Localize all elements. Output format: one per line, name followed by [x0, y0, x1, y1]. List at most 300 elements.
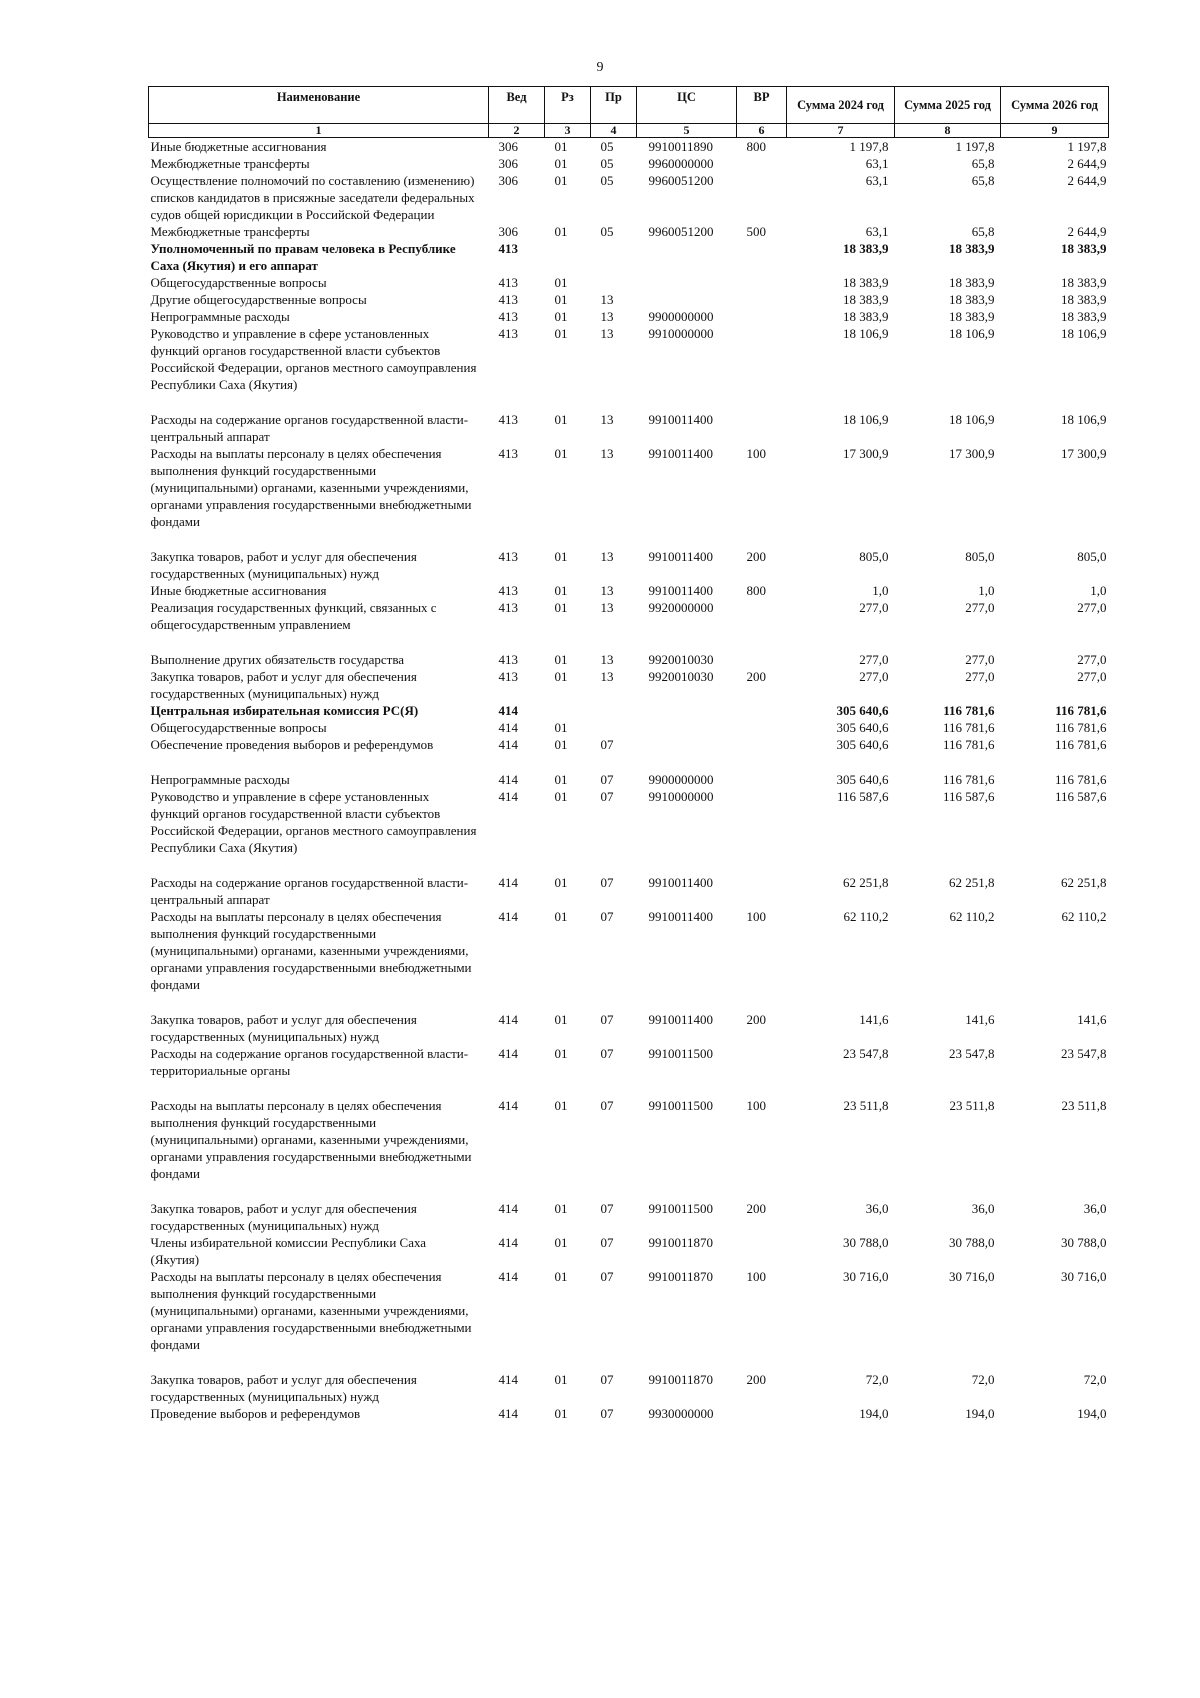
row-cs: 9910011500: [648, 1046, 714, 1061]
row-vr: [737, 771, 787, 788]
row-rz: 01: [554, 275, 568, 290]
row-cs: 9910011400: [648, 549, 714, 564]
row-vr: [737, 702, 787, 719]
row-ved: 414: [498, 1406, 518, 1421]
row-cs: 9920010030: [648, 652, 714, 667]
row-ved: 414: [498, 1372, 518, 1387]
row-cs: 9910011870: [648, 1372, 714, 1387]
row-rz: 01: [554, 1235, 568, 1250]
row-sum-2024: 1 197,8: [849, 139, 889, 154]
row-vr: [737, 411, 787, 445]
row-pr: 13: [600, 583, 614, 598]
row-sum-2026: 17 300,9: [1061, 446, 1107, 461]
row-vr: [737, 1405, 787, 1422]
row-name: Реализация государственных функций, связанных с общегосударственным управлением: [150, 600, 437, 632]
table-row: [149, 445, 1109, 548]
col-header-cs: ЦС: [637, 87, 737, 124]
col-number: 1: [149, 124, 489, 138]
row-sum-2024: 18 106,9: [843, 412, 889, 427]
row-pr: 13: [600, 652, 614, 667]
table-row: [149, 1371, 1109, 1405]
row-sum-2025: 18 106,9: [949, 412, 995, 427]
row-pr: 07: [600, 1012, 614, 1027]
row-sum-2026: 18 383,9: [1061, 309, 1107, 324]
row-sum-2024: 141,6: [859, 1012, 889, 1027]
row-rz: 01: [554, 412, 568, 427]
row-cs: 9920000000: [648, 600, 714, 615]
row-sum-2024: 18 106,9: [843, 326, 889, 341]
row-sum-2026: 62 110,2: [1061, 909, 1107, 924]
row-ved: 414: [498, 909, 518, 924]
row-sum-2026: 18 383,9: [1061, 292, 1107, 307]
row-vr: [737, 1045, 787, 1097]
row-sum-2025: 1,0: [978, 583, 995, 598]
row-ved: 414: [498, 1046, 518, 1061]
col-number: 5: [637, 124, 737, 138]
row-cs: 9910011500: [648, 1098, 714, 1113]
row-sum-2026: 116 781,6: [1055, 703, 1107, 718]
row-sum-2024: 62 110,2: [843, 909, 889, 924]
row-name: Проведение выборов и референдумов: [150, 1406, 361, 1421]
row-sum-2025: 116 587,6: [942, 789, 995, 804]
row-ved: 413: [498, 652, 518, 667]
row-ved: 414: [498, 789, 518, 804]
row-sum-2026: 277,0: [1077, 652, 1107, 667]
row-cs: 9910011500: [648, 1201, 714, 1216]
row-sum-2024: 18 383,9: [843, 292, 889, 307]
row-ved: 413: [498, 583, 518, 598]
row-name: Расходы на содержание органов государственной власти- территориальные органы: [150, 1046, 469, 1078]
row-name: Непрограммные расходы: [150, 309, 290, 324]
row-sum-2024: 1,0: [872, 583, 889, 598]
row-pr: 13: [600, 326, 614, 341]
row-sum-2025: 30 716,0: [949, 1269, 995, 1284]
row-sum-2024: 805,0: [859, 549, 889, 564]
row-sum-2024: 277,0: [859, 669, 889, 684]
col-number: 9: [1001, 124, 1109, 138]
row-rz: 01: [554, 875, 568, 890]
row-sum-2024: 30 788,0: [843, 1235, 889, 1250]
row-vr: 200: [746, 669, 766, 684]
table-row: [149, 1011, 1109, 1045]
row-vr: 200: [746, 1012, 766, 1027]
table-row: [149, 411, 1109, 445]
row-pr: 05: [600, 173, 614, 188]
row-sum-2024: 18 383,9: [843, 241, 889, 256]
row-vr: 800: [746, 583, 766, 598]
row-sum-2026: 72,0: [1083, 1372, 1107, 1387]
row-sum-2026: 18 106,9: [1061, 412, 1107, 427]
row-sum-2026: 30 716,0: [1061, 1269, 1107, 1284]
row-sum-2026: 194,0: [1077, 1406, 1107, 1421]
row-sum-2026: 23 511,8: [1061, 1098, 1107, 1113]
row-cs: 9910011400: [648, 583, 714, 598]
table-row: [149, 1268, 1109, 1371]
row-pr: 07: [600, 772, 614, 787]
row-rz: [545, 240, 591, 274]
row-pr: 13: [600, 549, 614, 564]
row-sum-2025: 116 781,6: [942, 772, 995, 787]
row-name: Межбюджетные трансферты: [150, 156, 310, 171]
col-header-sum-2024: Сумма 2024 год: [787, 87, 895, 124]
row-sum-2026: 30 788,0: [1061, 1235, 1107, 1250]
row-pr: 07: [600, 909, 614, 924]
row-sum-2024: 305 640,6: [836, 720, 889, 735]
row-sum-2026: 23 547,8: [1061, 1046, 1107, 1061]
row-name: Иные бюджетные ассигнования: [150, 139, 327, 154]
row-sum-2026: 1 197,8: [1067, 139, 1107, 154]
row-pr: 13: [600, 446, 614, 461]
row-name: Обеспечение проведения выборов и референдумов: [150, 737, 434, 752]
row-cs: [637, 719, 737, 736]
row-sum-2025: 30 788,0: [949, 1235, 995, 1250]
row-pr: 07: [600, 875, 614, 890]
row-vr: 200: [746, 1372, 766, 1387]
row-rz: 01: [554, 1406, 568, 1421]
row-name: Уполномоченный по правам человека в Республике Саха (Якутия) и его аппарат: [150, 241, 456, 273]
row-pr: 07: [600, 789, 614, 804]
table-row: [149, 651, 1109, 668]
row-cs: [637, 736, 737, 771]
table-row: [149, 702, 1109, 719]
row-ved: 306: [498, 139, 518, 154]
col-header-ved: Вед: [489, 87, 545, 124]
row-sum-2025: 18 383,9: [949, 292, 995, 307]
row-ved: 413: [498, 549, 518, 564]
row-cs: 9910011400: [648, 875, 714, 890]
row-sum-2025: 62 251,8: [949, 875, 995, 890]
table-row: [149, 736, 1109, 771]
row-cs: 9920010030: [648, 669, 714, 684]
row-ved: 414: [498, 720, 518, 735]
row-pr: 05: [600, 156, 614, 171]
row-rz: 01: [554, 737, 568, 752]
row-name: Руководство и управление в сфере установленных функций органов государственной власти субъектов Российской Федерации, органов местного самоуправления Республики Саха (Якутия): [150, 789, 477, 855]
row-name: Закупка товаров, работ и услуг для обеспечения государственных (муниципальных) нужд: [150, 1372, 417, 1404]
row-cs: 9930000000: [648, 1406, 714, 1421]
row-name: Закупка товаров, работ и услуг для обеспечения государственных (муниципальных) нужд: [150, 1012, 417, 1044]
row-pr: 13: [600, 309, 614, 324]
row-sum-2026: 18 106,9: [1061, 326, 1107, 341]
row-name: Осуществление полномочий по составлению (изменению) списков кандидатов в присяжные заседатели федеральных судов общей юрисдикции в Российской Федерации: [150, 173, 475, 222]
row-sum-2025: 65,8: [971, 224, 995, 239]
row-sum-2024: 305 640,6: [836, 703, 889, 718]
row-sum-2025: 277,0: [965, 652, 995, 667]
row-sum-2026: 2 644,9: [1067, 173, 1107, 188]
row-sum-2025: 116 781,6: [943, 703, 995, 718]
table-row: [149, 771, 1109, 788]
row-name: Общегосударственные вопросы: [150, 720, 327, 735]
row-sum-2024: 116 587,6: [836, 789, 889, 804]
row-name: Непрограммные расходы: [150, 772, 290, 787]
table-body: [149, 138, 1109, 1423]
row-name: Расходы на выплаты персоналу в целях обеспечения выполнения функций государственными (муниципальными) органами, казенными учреждениями, органами управления государственными внебюджетными фондами: [150, 1269, 472, 1352]
row-ved: 414: [498, 1235, 518, 1250]
row-sum-2024: 72,0: [865, 1372, 889, 1387]
col-number: 2: [489, 124, 545, 138]
col-header-pr: Пр: [591, 87, 637, 124]
row-sum-2024: 277,0: [859, 652, 889, 667]
row-sum-2025: 23 547,8: [949, 1046, 995, 1061]
row-rz: 01: [554, 909, 568, 924]
col-header-vr: ВР: [737, 87, 787, 124]
row-vr: [737, 240, 787, 274]
row-rz: 01: [554, 652, 568, 667]
row-cs: [637, 240, 737, 274]
row-pr: 05: [600, 139, 614, 154]
row-cs: 9900000000: [648, 772, 714, 787]
row-sum-2026: 116 781,6: [1054, 720, 1107, 735]
row-cs: [637, 274, 737, 291]
row-sum-2026: 36,0: [1083, 1201, 1107, 1216]
row-pr: 05: [600, 224, 614, 239]
table-row: [149, 172, 1109, 223]
row-name: Иные бюджетные ассигнования: [150, 583, 327, 598]
row-cs: 9910011400: [648, 412, 714, 427]
row-rz: 01: [554, 789, 568, 804]
row-vr: [737, 874, 787, 908]
row-sum-2025: 65,8: [971, 173, 995, 188]
row-sum-2024: 305 640,6: [836, 772, 889, 787]
row-vr: 100: [746, 1098, 766, 1113]
row-pr: 07: [600, 1235, 614, 1250]
row-sum-2024: 194,0: [859, 1406, 889, 1421]
row-ved: 414: [498, 737, 518, 752]
row-sum-2026: 277,0: [1077, 669, 1107, 684]
page-number: 9: [596, 60, 604, 75]
row-pr: [591, 274, 637, 291]
header-numbers-row: [149, 124, 1109, 138]
row-pr: 07: [600, 1406, 614, 1421]
row-pr: 07: [600, 1201, 614, 1216]
row-name: Другие общегосударственные вопросы: [150, 292, 367, 307]
row-rz: 01: [554, 292, 568, 307]
table-row: [149, 274, 1109, 291]
row-pr: 13: [600, 669, 614, 684]
row-pr: 07: [600, 1372, 614, 1387]
row-ved: 306: [498, 156, 518, 171]
table-row: [149, 1097, 1109, 1200]
table-row: [149, 1234, 1109, 1268]
row-sum-2026: 62 251,8: [1061, 875, 1107, 890]
row-rz: 01: [554, 720, 568, 735]
row-sum-2024: 62 251,8: [843, 875, 889, 890]
row-vr: [737, 651, 787, 668]
row-name: Межбюджетные трансферты: [150, 224, 310, 239]
row-pr: 07: [600, 1046, 614, 1061]
row-cs: 9910011400: [648, 1012, 714, 1027]
row-rz: 01: [554, 772, 568, 787]
row-vr: [737, 155, 787, 172]
table-row: [149, 325, 1109, 411]
row-cs: [637, 291, 737, 308]
row-rz: 01: [554, 1098, 568, 1113]
row-cs: 9960051200: [648, 173, 714, 188]
row-ved: 413: [498, 309, 518, 324]
row-rz: [545, 702, 591, 719]
row-sum-2026: 18 383,9: [1061, 275, 1107, 290]
row-rz: 01: [554, 549, 568, 564]
row-sum-2024: 305 640,6: [836, 737, 889, 752]
row-ved: 306: [498, 224, 518, 239]
row-name: Общегосударственные вопросы: [150, 275, 327, 290]
row-rz: 01: [554, 600, 568, 615]
row-pr: 07: [600, 1269, 614, 1284]
row-pr: 13: [600, 412, 614, 427]
col-number: 8: [895, 124, 1001, 138]
row-ved: 413: [498, 446, 518, 461]
row-sum-2026: 277,0: [1077, 600, 1107, 615]
row-rz: 01: [554, 446, 568, 461]
row-cs: 9910011400: [648, 446, 714, 461]
row-sum-2026: 116 781,6: [1054, 737, 1107, 752]
row-sum-2025: 18 383,9: [949, 275, 995, 290]
row-vr: [737, 291, 787, 308]
col-number: 4: [591, 124, 637, 138]
table-row: [149, 668, 1109, 702]
row-sum-2025: 18 383,9: [949, 309, 995, 324]
row-vr: [737, 274, 787, 291]
row-sum-2024: 18 383,9: [843, 309, 889, 324]
row-rz: 01: [554, 1046, 568, 1061]
row-cs: 9910000000: [648, 326, 714, 341]
row-vr: 100: [746, 446, 766, 461]
table-row: [149, 138, 1109, 156]
row-vr: [737, 788, 787, 874]
row-sum-2024: 63,1: [865, 156, 889, 171]
row-name: Члены избирательной комиссии Республики Саха (Якутия): [150, 1235, 427, 1267]
row-ved: 413: [498, 275, 518, 290]
row-name: Расходы на выплаты персоналу в целях обеспечения выполнения функций государственными (муниципальными) органами, казенными учреждениями, органами управления государственными внебюджетными фондами: [150, 909, 472, 992]
row-vr: 200: [746, 549, 766, 564]
row-pr: 07: [600, 1098, 614, 1113]
table-row: [149, 908, 1109, 1011]
table-header: [149, 87, 1109, 138]
budget-table: [148, 86, 1109, 1422]
row-rz: 01: [554, 583, 568, 598]
table-row: [149, 1045, 1109, 1097]
row-rz: 01: [554, 1012, 568, 1027]
header-titles-row: [149, 87, 1109, 124]
col-header-rz: Рз: [545, 87, 591, 124]
row-vr: 100: [746, 1269, 766, 1284]
col-header-sum-2025: Сумма 2025 год: [895, 87, 1001, 124]
row-name: Руководство и управление в сфере установленных функций органов государственной власти субъектов Российской Федерации, органов местного самоуправления Республики Саха (Якутия): [150, 326, 477, 392]
row-sum-2026: 1,0: [1090, 583, 1107, 598]
row-sum-2026: 2 644,9: [1067, 224, 1107, 239]
row-sum-2026: 116 781,6: [1054, 772, 1107, 787]
row-sum-2025: 116 781,6: [942, 737, 995, 752]
row-cs: 9910011400: [648, 909, 714, 924]
row-vr: 100: [746, 909, 766, 924]
row-sum-2025: 277,0: [965, 669, 995, 684]
row-ved: 306: [498, 173, 518, 188]
col-header-sum-2026: Сумма 2026 год: [1001, 87, 1109, 124]
row-ved: 413: [498, 292, 518, 307]
row-vr: [737, 1234, 787, 1268]
row-name: Закупка товаров, работ и услуг для обеспечения государственных (муниципальных) нужд: [150, 669, 417, 701]
row-sum-2024: 30 716,0: [843, 1269, 889, 1284]
row-sum-2024: 23 547,8: [843, 1046, 889, 1061]
table-row: [149, 874, 1109, 908]
row-rz: 01: [554, 156, 568, 171]
row-sum-2024: 23 511,8: [843, 1098, 889, 1113]
table-row: [149, 308, 1109, 325]
row-name: Расходы на выплаты персоналу в целях обеспечения выполнения функций государственными (муниципальными) органами, казенными учреждениями, органами управления государственными внебюджетными фондами: [150, 1098, 472, 1181]
row-sum-2025: 1 197,8: [955, 139, 995, 154]
row-rz: 01: [554, 1372, 568, 1387]
row-ved: 414: [498, 1012, 518, 1027]
row-vr: 200: [746, 1201, 766, 1216]
row-cs: 9960051200: [648, 224, 714, 239]
row-sum-2024: 63,1: [865, 173, 889, 188]
row-rz: 01: [554, 309, 568, 324]
row-pr: [591, 702, 637, 719]
col-header-name: Наименование: [149, 87, 489, 124]
row-ved: 414: [498, 1269, 518, 1284]
row-rz: 01: [554, 669, 568, 684]
row-ved: 414: [498, 703, 518, 718]
col-number: 3: [545, 124, 591, 138]
table-row: [149, 155, 1109, 172]
table-row: [149, 1405, 1109, 1422]
row-sum-2024: 63,1: [865, 224, 889, 239]
row-ved: 414: [498, 1201, 518, 1216]
row-name: Расходы на содержание органов государственной власти- центральный аппарат: [150, 412, 469, 444]
table-row: [149, 1200, 1109, 1234]
row-cs: 9910011890: [648, 139, 714, 154]
row-ved: 413: [498, 326, 518, 341]
row-sum-2025: 72,0: [971, 1372, 995, 1387]
row-cs: 9910000000: [648, 789, 714, 804]
row-sum-2025: 23 511,8: [949, 1098, 995, 1113]
row-sum-2025: 62 110,2: [949, 909, 995, 924]
row-ved: 413: [498, 241, 518, 256]
row-name: Центральная избирательная комиссия РС(Я): [150, 703, 419, 718]
row-cs: 9910011870: [648, 1269, 714, 1284]
row-sum-2026: 18 383,9: [1061, 241, 1107, 256]
table-row: [149, 788, 1109, 874]
row-sum-2025: 141,6: [965, 1012, 995, 1027]
row-name: Закупка товаров, работ и услуг для обеспечения государственных (муниципальных) нужд: [150, 1201, 417, 1233]
row-vr: [737, 308, 787, 325]
row-sum-2025: 194,0: [965, 1406, 995, 1421]
row-pr: [591, 240, 637, 274]
row-ved: 413: [498, 669, 518, 684]
row-rz: 01: [554, 224, 568, 239]
row-cs: 9960000000: [648, 156, 714, 171]
row-rz: 01: [554, 173, 568, 188]
row-sum-2026: 805,0: [1077, 549, 1107, 564]
table-row: [149, 548, 1109, 582]
table-row: [149, 719, 1109, 736]
row-sum-2025: 18 383,9: [949, 241, 995, 256]
row-pr: [591, 719, 637, 736]
row-cs: [637, 702, 737, 719]
row-sum-2025: 116 781,6: [942, 720, 995, 735]
row-cs: 9900000000: [648, 309, 714, 324]
table-row: [149, 240, 1109, 274]
row-sum-2025: 17 300,9: [949, 446, 995, 461]
budget-table-container: [148, 86, 1108, 1422]
row-sum-2025: 65,8: [971, 156, 995, 171]
row-vr: [737, 172, 787, 223]
row-sum-2026: 141,6: [1077, 1012, 1107, 1027]
row-name: Расходы на содержание органов государственной власти- центральный аппарат: [150, 875, 469, 907]
row-sum-2024: 36,0: [865, 1201, 889, 1216]
row-name: Выполнение других обязательств государства: [150, 652, 405, 667]
row-pr: 07: [600, 737, 614, 752]
